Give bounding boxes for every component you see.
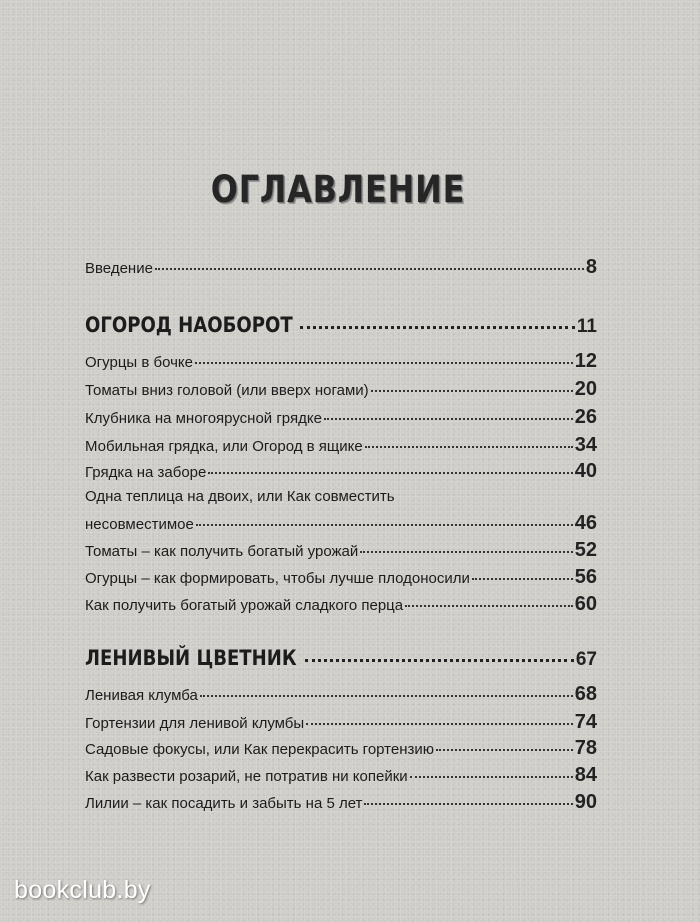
toc-entry bbox=[85, 737, 597, 760]
toc-entry-label: Клубника на многоярусной грядке bbox=[85, 410, 322, 427]
toc-entry-label: Введение bbox=[85, 260, 153, 277]
dot-leader bbox=[305, 659, 574, 662]
page-title: ОГЛАВЛЕНИЕ bbox=[210, 168, 466, 211]
dot-leader bbox=[200, 695, 573, 697]
toc-entry-page: 84 bbox=[574, 764, 597, 786]
toc-entry bbox=[85, 460, 597, 483]
toc-entry-page: 56 bbox=[574, 566, 597, 588]
toc-entry-label: Мобильная грядка, или Огород в ящике bbox=[85, 438, 363, 455]
toc-entry-label: Как получить богатый урожай сладкого перца bbox=[85, 597, 404, 614]
toc-entry bbox=[85, 434, 597, 457]
toc-entry-page: 74 bbox=[574, 711, 597, 733]
dot-leader bbox=[365, 446, 573, 448]
dot-leader bbox=[360, 551, 572, 553]
toc-entry-page: 52 bbox=[574, 539, 597, 561]
dot-leader bbox=[410, 776, 573, 778]
toc-entry-page: 12 bbox=[574, 350, 597, 372]
toc-entry-label: Гортензии для ленивой клумбы bbox=[85, 715, 305, 732]
dot-leader bbox=[371, 390, 573, 392]
dot-leader bbox=[208, 472, 572, 474]
toc-entry-page: 8 bbox=[585, 256, 597, 278]
toc-entry-page: 34 bbox=[574, 434, 597, 456]
toc-entry bbox=[85, 711, 597, 734]
toc-section-page: 67 bbox=[575, 649, 597, 670]
dot-leader bbox=[324, 418, 573, 420]
toc-entry bbox=[85, 539, 597, 562]
toc-entry-page: 46 bbox=[574, 512, 597, 534]
toc-entry-label: Ленивая клумба bbox=[85, 687, 198, 704]
toc-entry-page: 90 bbox=[574, 791, 597, 813]
toc-entry-page: 20 bbox=[574, 378, 597, 400]
toc-entry-page: 68 bbox=[574, 683, 597, 705]
toc-entry-intro bbox=[85, 256, 597, 279]
toc-entry-label: Огурцы в бочке bbox=[85, 354, 193, 371]
dot-leader bbox=[155, 268, 584, 270]
toc-entry-label: Грядка на заборе bbox=[85, 464, 207, 481]
toc-entry-page: 40 bbox=[574, 460, 597, 482]
dot-leader bbox=[472, 578, 573, 580]
toc-entry bbox=[85, 350, 597, 373]
toc-section-1 bbox=[85, 646, 597, 671]
toc-section-0 bbox=[85, 313, 597, 338]
toc-entry bbox=[85, 764, 597, 787]
toc-entry-label: Огурцы – как формировать, чтобы лучше плодоносили bbox=[85, 570, 470, 587]
toc-entry bbox=[85, 378, 597, 401]
toc-entry bbox=[85, 791, 597, 814]
dot-leader bbox=[436, 749, 573, 751]
dot-leader bbox=[300, 326, 574, 329]
toc-entry-label-line1: Одна теплица на двоих, или Как совместить bbox=[85, 488, 395, 505]
toc-section-title: ЛЕНИВЫЙ ЦВЕТНИК bbox=[85, 646, 297, 670]
toc-section-title: ОГОРОД НАОБОРОТ bbox=[85, 313, 293, 337]
dot-leader bbox=[196, 524, 573, 526]
toc-entry-label: несовместимое bbox=[85, 516, 194, 533]
toc-entry bbox=[85, 512, 597, 535]
dot-leader bbox=[364, 803, 572, 805]
toc-entry-label: Томаты – как получить богатый урожай bbox=[85, 543, 359, 560]
toc-entry-label: Садовые фокусы, или Как перекрасить гортензию bbox=[85, 741, 435, 758]
toc-entry-label: Как развести розарий, не потратив ни копейки bbox=[85, 768, 408, 785]
dot-leader bbox=[306, 723, 573, 725]
dot-leader bbox=[195, 362, 573, 364]
toc-entry bbox=[85, 566, 597, 589]
toc-entry-page: 60 bbox=[574, 593, 597, 615]
toc-entry-page: 78 bbox=[574, 737, 597, 759]
toc-entry-page: 26 bbox=[574, 406, 597, 428]
dot-leader bbox=[405, 605, 573, 607]
toc-entry-label: Лилии – как посадить и забыть на 5 лет bbox=[85, 795, 363, 812]
toc-entry bbox=[85, 683, 597, 706]
toc-entry bbox=[85, 406, 597, 429]
toc-entry-label: Томаты вниз головой (или вверх ногами) bbox=[85, 382, 369, 399]
watermark: bookclub.by bbox=[14, 876, 151, 904]
toc-section-page: 11 bbox=[576, 316, 597, 337]
toc-entry bbox=[85, 593, 597, 616]
